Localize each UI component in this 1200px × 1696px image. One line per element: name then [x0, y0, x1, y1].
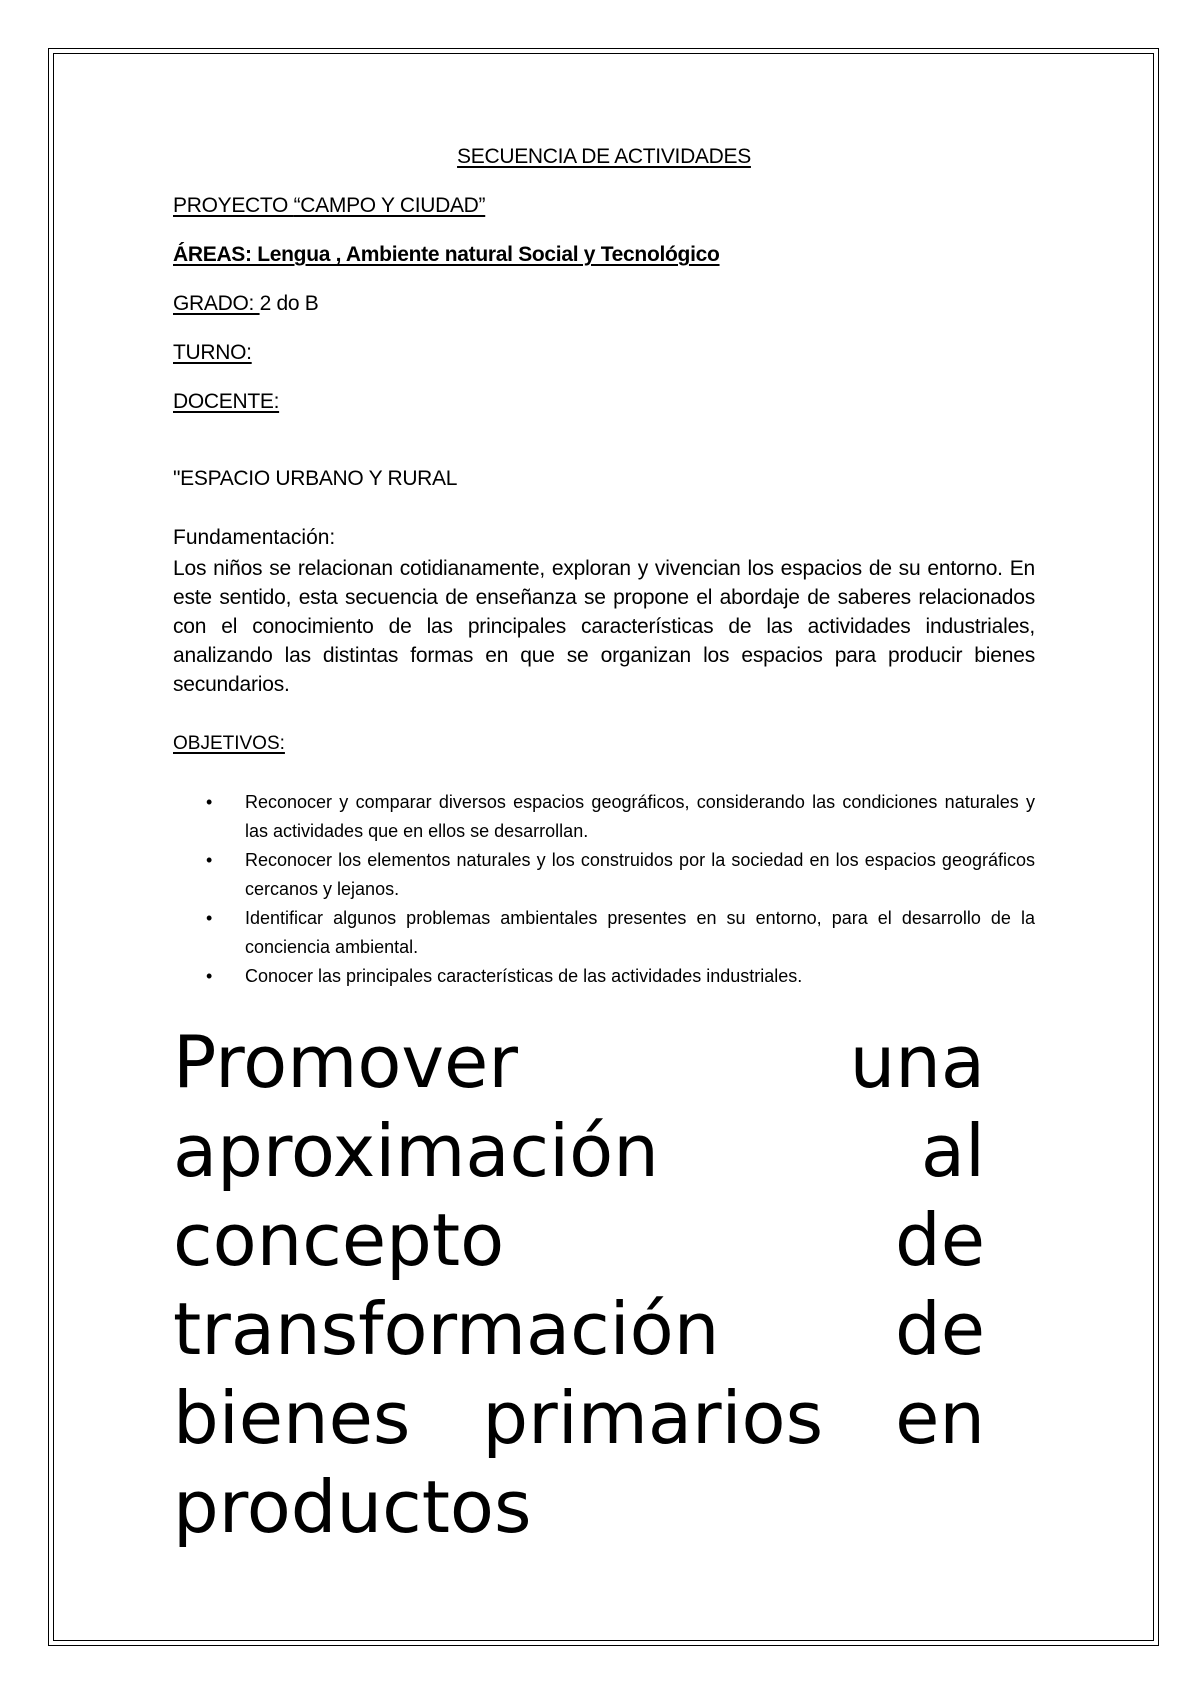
areas-line: ÁREAS: Lengua , Ambiente natural Social y Tecnológico — [173, 243, 720, 266]
bullet-icon: • — [206, 908, 213, 928]
objetivo-item — [173, 788, 1035, 846]
fundamentacion-body: Los niños se relacionan cotidianamente, exploran y vivencian los espacios de su entorno. En este sentido, esta secuencia de enseñanza se propone el abordaje de saberes relacionados con el conocimiento de las principales características de las actividades industriales, analizando las distintas formas en que se organizan los espacios para producir bienes secundarios. — [173, 557, 1035, 696]
bullet-icon: • — [206, 966, 213, 986]
objetivo-text: Conocer las principales características de las actividades industriales. — [245, 966, 803, 986]
fundamentacion-label: Fundamentación: — [173, 526, 336, 549]
grado-line — [173, 292, 319, 316]
objetivo-text: Reconocer y comparar diversos espacios geográficos, considerando las condiciones naturales y las actividades que en ellos se desarrollan. — [245, 792, 1035, 841]
bullet-icon: • — [206, 792, 213, 812]
objetivo-text: Reconocer los elementos naturales y los construidos por la sociedad en los espacios geográficos cercanos y lejanos. — [245, 850, 1035, 899]
objetivos-title: OBJETIVOS: — [173, 733, 285, 754]
section-title: "ESPACIO URBANO Y RURAL — [173, 467, 458, 490]
objetivos-list — [173, 788, 1035, 991]
proyecto-line — [173, 194, 485, 218]
bullet-icon: • — [206, 850, 213, 870]
document-title: SECUENCIA DE ACTIVIDADES — [457, 145, 751, 168]
grado-value: 2 do B — [259, 292, 319, 315]
proyecto-value: “CAMPO Y CIUDAD” — [293, 194, 486, 217]
docente-label: DOCENTE: — [173, 390, 280, 413]
grado-label: GRADO: — [173, 292, 260, 315]
objetivo-item — [173, 846, 1035, 904]
objetivo-item — [173, 962, 1035, 991]
objetivo-text: Identificar algunos problemas ambientales presentes en su entorno, para el desarrollo de la conciencia ambiental. — [245, 908, 1035, 957]
proyecto-label: PROYECTO — [173, 194, 294, 217]
turno-label: TURNO: — [173, 341, 252, 364]
objetivo-item — [173, 904, 1035, 962]
large-statement: Promover una aproximación al concepto de transformación de bienes primarios en productos — [173, 1020, 985, 1549]
